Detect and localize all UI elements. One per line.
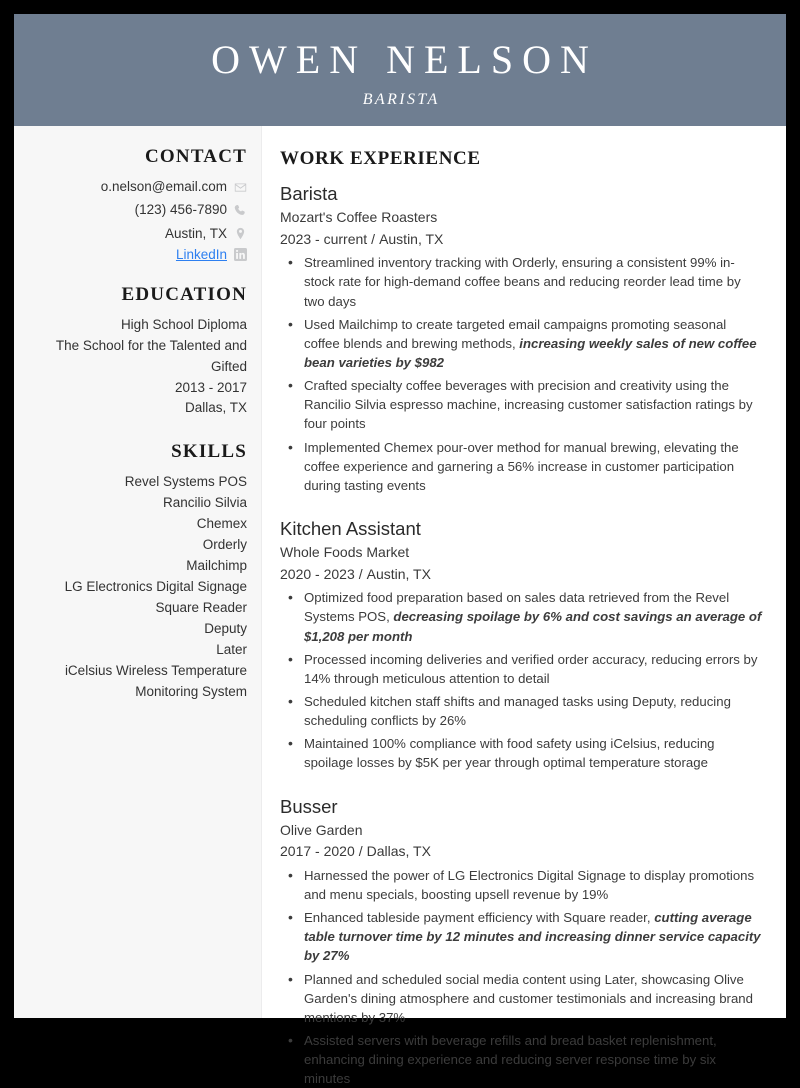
education-degree: High School Diploma — [120, 316, 247, 332]
list-item: iCelsius Wireless Temperature Monitoring System — [64, 662, 247, 699]
job-title: Busser — [280, 795, 338, 817]
resume-header — [14, 14, 786, 126]
work-experience-heading: WORK EXPERIENCE — [280, 148, 481, 169]
sidebar — [14, 126, 262, 1018]
bullet-emphasis: increasing weekly sales of new coffee bean varieties by $982 — [304, 335, 757, 371]
contact-section — [24, 146, 247, 262]
email-value: o.nelson@email.com — [100, 179, 227, 194]
job-dates: 2023 - current — [280, 230, 368, 247]
list-item: Rancilio Silvia — [162, 495, 247, 511]
education-heading: EDUCATION — [121, 283, 247, 305]
list-item: • Maintained 100% compliance with food safety using iCelsius, reducing spoilage losses by $5K per year through optimal temperature storage — [280, 734, 764, 772]
job-dates: 2017 - 2020 — [280, 843, 355, 860]
linkedin-link[interactable]: LinkedIn — [175, 246, 227, 262]
job-entry — [280, 182, 764, 495]
list-item: • Implemented Chemex pour-over method for manual brewing, elevating the coffee experience and garnering a 56% increase in customer participation during tasting events — [280, 438, 764, 495]
job-company: Olive Garden — [280, 821, 363, 838]
skills-heading: SKILLS — [171, 441, 247, 463]
list-item: Square Reader — [155, 599, 247, 615]
list-item: • Crafted specialty coffee beverages with precision and creativity using the Rancilio Silvia espresso machine, increasing customer satisfaction ratings by four points — [280, 376, 764, 433]
contact-item-phone — [24, 200, 247, 220]
job-bullet-list — [280, 253, 764, 495]
list-item: • Planned and scheduled social media content using Later, showcasing Olive Garden's dining atmosphere and customer testimonials and increasing brand mentions by 37% — [280, 970, 764, 1027]
envelope-icon — [234, 181, 247, 194]
contact-item-email — [24, 177, 247, 197]
list-item: • Streamlined inventory tracking with Orderly, ensuring a consistent 99% in-stock rate for high-demand coffee beans and reducing reorder lead time by two days — [280, 253, 764, 310]
list-item: • Optimized food preparation based on sales data retrieved from the Revel Systems POS, decreasing spoilage by 6% and cost savings an average of $1,208 per month — [280, 588, 764, 645]
list-item: • Assisted servers with beverage refills and bread basket replenishment, enhancing dining experience and reducing server response time by six minutes — [280, 1031, 764, 1088]
bullet-emphasis: cutting average table turnover time by 12 minutes and increasing dinner service capacity by 27% — [304, 910, 761, 964]
job-bullet-list — [280, 866, 764, 1088]
header-job-title: BARISTA — [362, 90, 440, 108]
work-experience-list — [280, 182, 764, 1088]
phone-value: (123) 456-7890 — [134, 202, 227, 218]
job-dates: 2020 - 2023 — [280, 565, 355, 582]
job-location: Austin, TX — [379, 230, 444, 247]
list-item: • Processed incoming deliveries and verified order accuracy, reducing errors by 14% through meticulous attention to detail — [280, 650, 764, 688]
job-title: Kitchen Assistant — [280, 518, 421, 539]
list-item: Orderly — [202, 537, 247, 553]
bullet-emphasis: decreasing spoilage by 6% and cost savings an average of $1,208 per month — [304, 609, 762, 644]
list-item: Deputy — [204, 620, 247, 636]
job-entry — [280, 795, 764, 1088]
job-meta-separator: / — [371, 230, 376, 247]
linkedin-icon[interactable] — [234, 248, 247, 261]
list-item: • Used Mailchimp to create targeted email campaigns promoting seasonal coffee blends and brewing methods, increasing weekly sales of new coffee bean varieties by $982 — [280, 315, 764, 372]
job-entry — [280, 517, 764, 773]
page-title: OWEN NELSON — [211, 36, 598, 82]
main-column — [262, 126, 786, 1087]
contact-item-linkedin[interactable] — [24, 247, 247, 262]
map-pin-icon — [234, 227, 247, 240]
education-dates: 2013 - 2017 — [174, 379, 247, 395]
list-item: Later — [216, 641, 247, 657]
list-item: LG Electronics Digital Signage — [64, 578, 247, 594]
list-item: Revel Systems POS — [124, 474, 247, 490]
job-bullet-list — [280, 588, 764, 772]
contact-heading: CONTACT — [145, 146, 247, 167]
list-item: • Enhanced tableside payment efficiency with Square reader, cutting average table turnover time by 12 minutes and increasing dinner service capacity by 27% — [280, 908, 764, 965]
job-meta — [280, 565, 764, 585]
job-company: Mozart's Coffee Roasters — [280, 209, 438, 226]
contact-item-location — [24, 224, 247, 244]
education-location: Dallas, TX — [184, 400, 247, 416]
job-title: Barista — [280, 183, 338, 204]
job-meta-separator: / — [358, 565, 363, 582]
education-school: The School for the Talented and Gifted — [55, 337, 247, 374]
job-meta — [280, 230, 764, 250]
list-item: • Scheduled kitchen staff shifts and managed tasks using Deputy, reducing scheduling conflicts by 26% — [280, 692, 764, 730]
resume-body — [14, 126, 786, 1087]
list-item: Chemex — [196, 516, 247, 532]
education-section — [24, 284, 247, 420]
job-meta-separator: / — [358, 843, 363, 860]
job-location: Austin, TX — [366, 565, 431, 582]
skills-section — [24, 441, 247, 702]
location-value: Austin, TX — [164, 225, 227, 241]
job-company: Whole Foods Market — [280, 544, 410, 561]
phone-icon — [234, 204, 247, 217]
resume-page — [14, 14, 786, 1087]
job-meta — [280, 842, 764, 862]
list-item: • Harnessed the power of LG Electronics Digital Signage to display promotions and menu specials, boosting upsell revenue by 19% — [280, 866, 764, 904]
skills-list — [24, 472, 247, 702]
list-item: Mailchimp — [186, 558, 247, 574]
job-location: Dallas, TX — [366, 843, 431, 860]
